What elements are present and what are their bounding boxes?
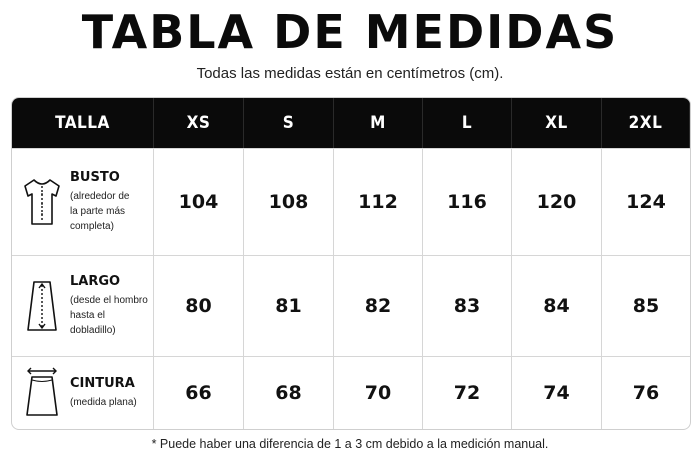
page-title: TABLA DE MEDIDAS: [81, 5, 619, 59]
row-name: BUSTO: [70, 170, 120, 185]
cell-cintura-2xl: 76: [602, 356, 690, 429]
cell-largo-xs: 80: [154, 255, 244, 356]
cell-busto-l: 116: [423, 148, 512, 255]
cell-busto-s: 108: [244, 148, 334, 255]
header-size-l: L: [423, 98, 512, 148]
header-size-xs: XS: [154, 98, 244, 148]
header-size-xl: XL: [512, 98, 602, 148]
shirt-icon: [20, 174, 64, 230]
cell-largo-m: 82: [334, 255, 423, 356]
header-size-m: M: [334, 98, 423, 148]
row-label-largo: [12, 255, 154, 356]
cell-cintura-l: 72: [423, 356, 512, 429]
skirt-waist-icon: [20, 365, 64, 421]
cell-largo-2xl: 85: [602, 255, 690, 356]
cell-busto-xl: 120: [512, 148, 602, 255]
cell-busto-m: 112: [334, 148, 423, 255]
row-desc-line: hasta el dobladillo): [70, 310, 116, 336]
cell-cintura-xs: 66: [154, 356, 244, 429]
row-desc-line: (alrededor de: [70, 191, 130, 202]
cell-cintura-m: 70: [334, 356, 423, 429]
row-name: LARGO: [70, 274, 121, 289]
size-table: [11, 97, 691, 430]
cell-largo-s: 81: [244, 255, 334, 356]
page-subtitle: Todas las medidas están en centímetros (cm).: [196, 65, 504, 82]
row-desc-line: completa): [70, 221, 114, 232]
cell-largo-xl: 84: [512, 255, 602, 356]
cell-cintura-s: 68: [244, 356, 334, 429]
row-label-cintura: [12, 356, 154, 429]
row-desc-line: (medida plana): [70, 397, 137, 408]
header-size-2xl: 2XL: [602, 98, 690, 148]
cell-busto-xs: 104: [154, 148, 244, 255]
cell-busto-2xl: 124: [602, 148, 690, 255]
header-talla: TALLA: [12, 98, 154, 148]
cell-largo-l: 83: [423, 255, 512, 356]
row-label-busto: [12, 148, 154, 255]
header-size-s: S: [244, 98, 334, 148]
row-name: CINTURA: [70, 376, 135, 391]
footnote: * Puede haber una diferencia de 1 a 3 cm debido a la medición manual.: [151, 437, 549, 451]
row-desc-line: (desde el hombro: [70, 295, 148, 306]
skirt-length-icon: [20, 276, 64, 336]
cell-cintura-xl: 74: [512, 356, 602, 429]
row-desc-line: la parte más: [70, 206, 126, 217]
